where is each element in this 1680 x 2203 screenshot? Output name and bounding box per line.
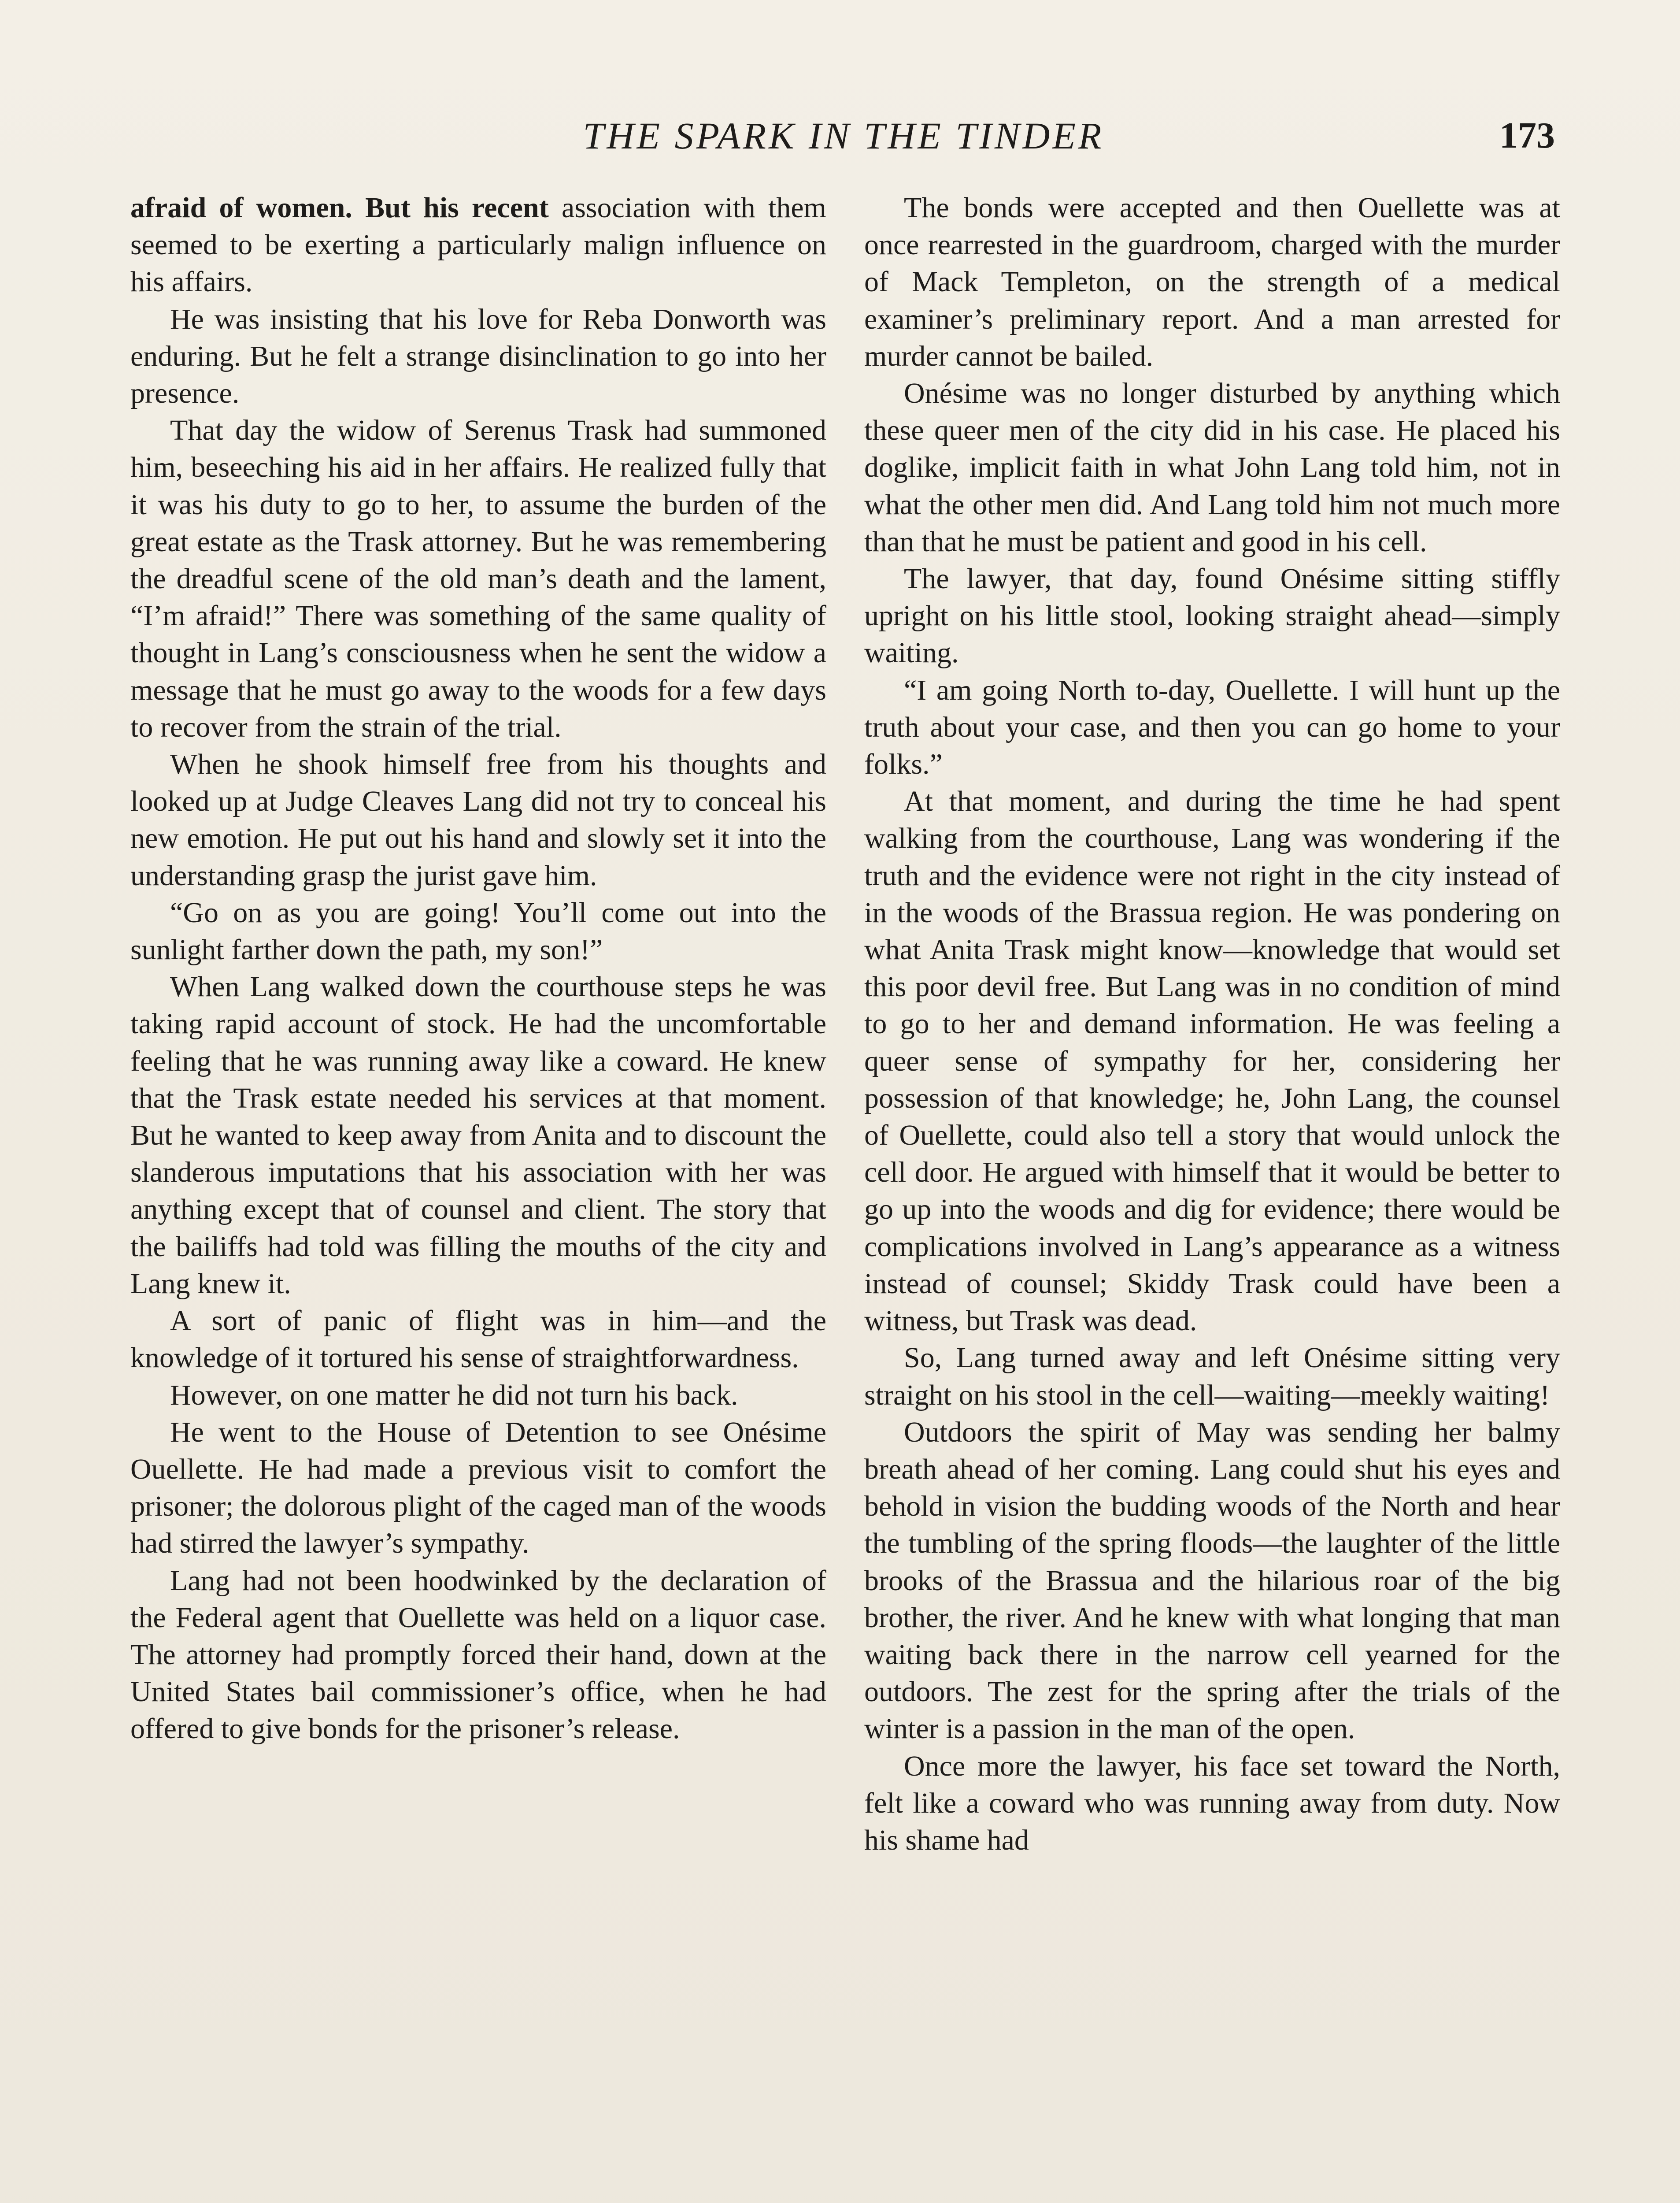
paragraph-text: So, Lang turned away and left Onésime sitting very straight on his stool in the cell—waiting—meekly waiting! <box>864 1342 1560 1411</box>
paragraph <box>130 1302 826 1376</box>
paragraph <box>864 560 1560 672</box>
paragraph-text: association with them seemed to be exerting a particularly malign influence on his affairs. <box>130 192 826 298</box>
page-number: 173 <box>1499 115 1555 156</box>
paragraph <box>864 672 1560 783</box>
paragraph <box>864 1339 1560 1413</box>
paragraph-text: Onésime was no longer disturbed by anything which these queer men of the city did in his case. He placed his doglike, implicit faith in what John Lang told him, not in what the other men did. And Lang told him not much more than that he must be patient and good in his cell. <box>864 377 1560 558</box>
paragraph-text: The lawyer, that day, found Onésime sitting stiffly upright on his little stool, looking straight ahead—simply waiting. <box>864 563 1560 669</box>
paragraph <box>130 894 826 968</box>
paragraph-text: When Lang walked down the courthouse steps he was taking rapid account of stock. He had the uncomfortable feeling that he was running away like a coward. He knew that the Trask estate needed his services at that moment. But he wanted to keep away from Anita and to discount the slanderous imputations that his association with her was anything except that of counsel and client. The story that the bailiffs had told was filling the mouths of the city and Lang knew it. <box>130 971 826 1300</box>
paragraph-text: At that moment, and during the time he had spent walking from the courthouse, Lang was wondering if the truth and the evidence were not right in the city instead of in the woods of the Brassua region. He was pondering on what Anita Trask might know—knowledge that would set this poor devil free. But Lang was in no condition of mind to go to her and demand information. He was feeling a queer sense of sympathy for her, considering her possession of that knowledge; he, John Lang, the counsel of Ouellette, could also tell a story that would unlock the cell door. He argued with himself that it would be better to go up into the woods and dig for evidence; there would be complications involved in Lang’s appearance as a witness instead of counsel; Skiddy Trask could have been a witness, but Trask was dead. <box>864 785 1560 1337</box>
paragraph <box>130 746 826 894</box>
paragraph-text: “I am going North to-day, Ouellette. I will hunt up the truth about your case, and then you can go home to your folks.” <box>864 674 1560 781</box>
paragraph-text: Outdoors the spirit of May was sending her balmy breath ahead of her coming. Lang could shut his eyes and behold in vision the budding woods of the North and hear the tumbling of the spring floods—the laughter of the little brooks of the Brassua and the hilarious roar of the big brother, the river. And he knew with what longing that man waiting back there in the narrow cell yearned for the outdoors. The zest for the spring after the trials of the winter is a passion in the man of the open. <box>864 1416 1560 1745</box>
paragraph <box>864 189 1560 375</box>
paragraph-text: However, on one matter he did not turn his back. <box>170 1379 738 1411</box>
paragraph-text: Lang had not been hoodwinked by the declaration of the Federal agent that Ouellette was held on a liquor case. The attorney had promptly forced their hand, down at the United States bail commissioner’s office, when he had offered to give bonds for the prisoner’s release. <box>130 1564 826 1745</box>
paragraph-text: A sort of panic of flight was in him—and the knowledge of it tortured his sense of straightforwardness. <box>130 1305 826 1374</box>
running-head <box>132 109 1555 162</box>
paragraph <box>130 301 826 412</box>
right-text-column <box>864 189 1560 1859</box>
paragraph-text: That day the widow of Serenus Trask had summoned him, beseeching his aid in her affairs. He realized fully that it was his duty to go to her, to assume the burden of the great estate as the Trask attorney. But he was remembering the dreadful scene of the old man’s death and the lament, “I’m afraid!” There was something of the same quality of thought in Lang’s consciousness when he sent the widow a message that he must go away to the woods for a few days to recover from the strain of the trial. <box>130 414 826 743</box>
paragraph-text: When he shook himself free from his thoughts and looked up at Judge Cleaves Lang did not try to conceal his new emotion. He put out his hand and slowly set it into the understanding grasp the jurist gave him. <box>130 748 826 892</box>
paragraph-text: Once more the lawyer, his face set toward the North, felt like a coward who was running away from duty. Now his shame had <box>864 1750 1560 1856</box>
paragraph <box>130 1414 826 1562</box>
paragraph-text: He was insisting that his love for Reba Donworth was enduring. But he felt a strange disinclination to go into her presence. <box>130 303 826 410</box>
paragraph <box>864 783 1560 1339</box>
paragraph <box>130 189 826 301</box>
running-title: THE SPARK IN THE TINDER <box>583 115 1104 157</box>
paragraph <box>864 1748 1560 1859</box>
paragraph <box>130 968 826 1302</box>
paragraph-lead-text: afraid of women. But his recent <box>130 192 549 224</box>
paragraph-text: He went to the House of Detention to see Onésime Ouellette. He had made a previous visit to comfort the prisoner; the dolorous plight of the caged man of the woods had stirred the lawyer’s sympathy. <box>130 1416 826 1560</box>
paragraph <box>130 1562 826 1748</box>
paragraph <box>130 412 826 746</box>
paragraph-text: The bonds were accepted and then Ouellette was at once rearrested in the guardroom, charged with the murder of Mack Templeton, on the strength of a medical examiner’s preliminary report. And a man arrested for murder cannot be bailed. <box>864 192 1560 372</box>
paragraph <box>130 1377 826 1414</box>
left-text-column <box>130 189 826 1748</box>
paragraph <box>864 375 1560 560</box>
paragraph-text: “Go on as you are going! You’ll come out into the sunlight farther down the path, my son!” <box>130 896 826 966</box>
paragraph <box>864 1414 1560 1748</box>
